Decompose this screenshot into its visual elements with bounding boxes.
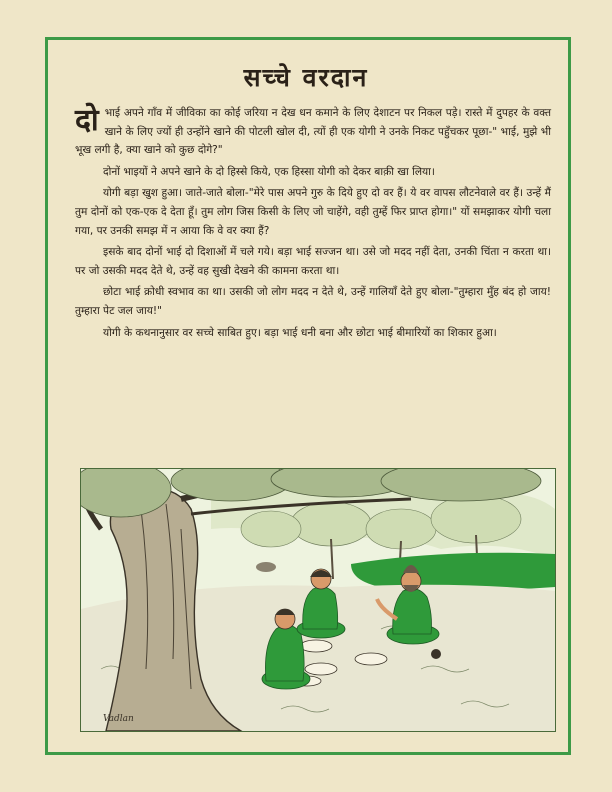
drop-cap: दो [75,103,99,138]
paragraph-3: योगी बड़ा खुश हुआ। जाते-जाते बोला-"मेरे पास अपने गुरु के दिये हुए दो वर हैं। ये वर वापस लौटनेवाले वर हैं। उन्हें मैं तुम दोनों को एक-एक दे देता हूँ। तुम लोग जिस किसी के लिए जो चाहेंगे, वही तुम्हें फिर प्राप्त होगा।" यों समझाकर योगी चला गया, पर उनकी समझ में न आया कि वे वर क्या हैं? [75,187,551,237]
story-body [75,104,551,345]
paragraph-5: छोटा भाई क्रोधी स्वभाव का था। उसकी जो लोग मदद न देते थे, उन्हें गालियाँ देते हुए बोला-"तुम्हारा मुँह बंद हो जाय! तुम्हारा पेट जल जाय!" [75,286,551,317]
illustration-svg [81,469,555,731]
paragraph-4: इसके बाद दोनों भाई दो दिशाओं में चले गये। बड़ा भाई सज्जन था। उसे जो मदद नहीं देता, उनकी चिंता न करता था। पर जो उसकी मदद देते थे, उन्हें वह सुखी देखने की कामना करता था। [75,246,551,277]
paragraph-2: दोनों भाइयों ने अपने खाने के दो हिस्से किये, एक हिस्सा योगी को देकर बाक़ी खा लिया। [103,165,435,178]
story-title: सच्चे वरदान [243,63,369,92]
artist-signature: Vadlan [103,714,134,724]
paragraph-6: योगी के कथनानुसार वर सच्चे साबित हुए। बड़ा भाई धनी बना और छोटा भाई बीमारियों का शिकार हुआ। [103,326,497,339]
story-illustration [80,468,556,732]
paragraph-1-text: भाई अपने गाँव में जीविका का कोई जरिया न देख धन कमाने के लिए देशाटन पर निकल पड़े। रास्ते में दुपहर के वक्त खाने के लिए ज्यों ही उन्होंने खाने की पोटली खोल दी, त्यों ही एक योगी ने उनके निकट पहुँचकर पूछा-" भाई, मुझे भी भूख लगी है, क्या खाने को कुछ दोगे?" [75,107,551,157]
paragraph-1 [75,104,551,160]
